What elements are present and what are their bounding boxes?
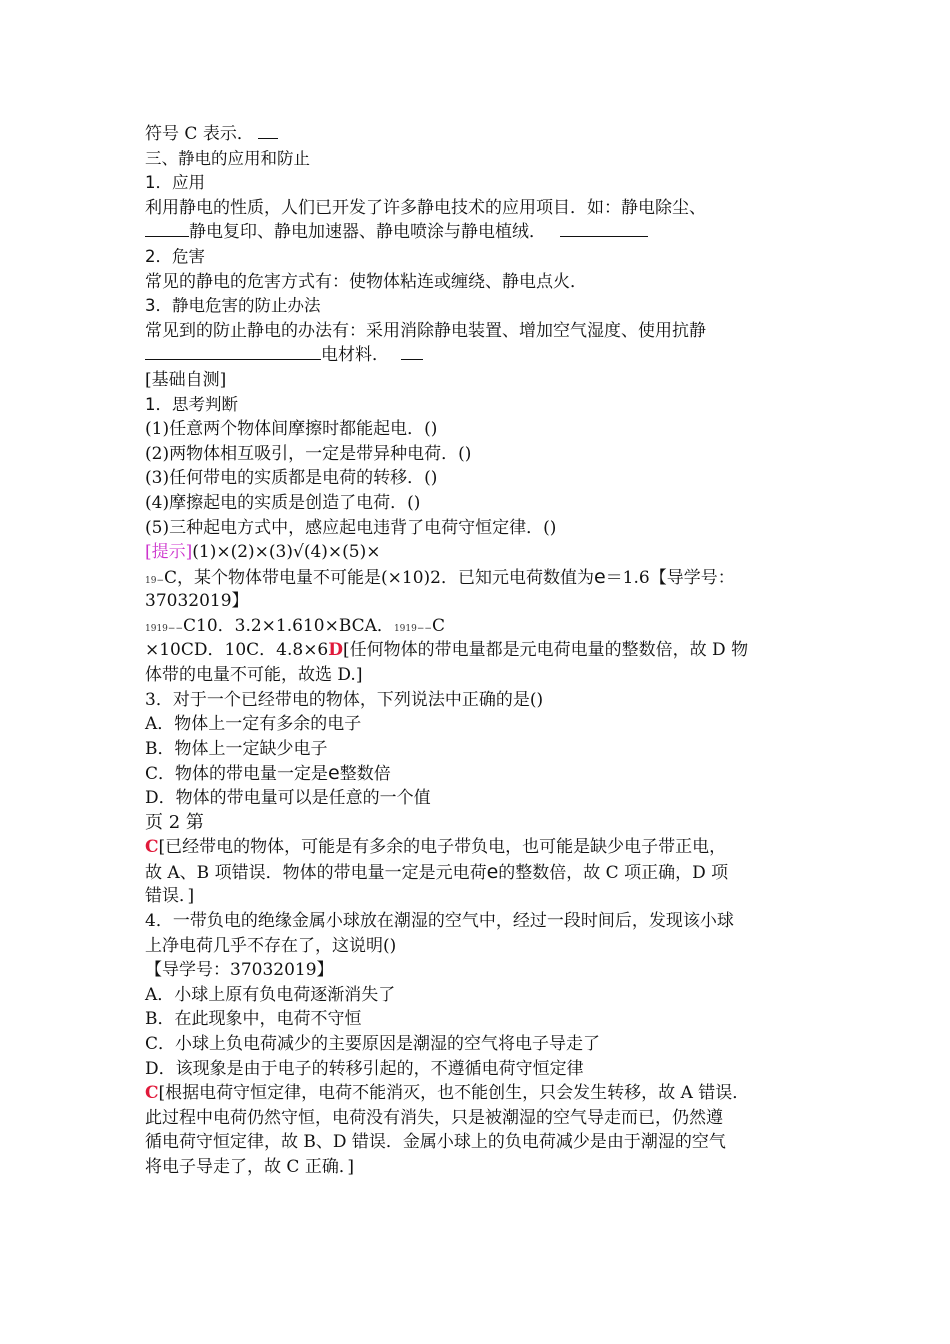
- fill-blank: [145, 220, 189, 237]
- symbol-e: e: [328, 762, 340, 785]
- text: 电材料．: [321, 345, 389, 366]
- text: 的整数倍，故 C 项正确，D 项: [498, 862, 729, 883]
- answer-letter: C: [145, 837, 159, 858]
- text: ＝1.6【导学号：: [605, 567, 735, 588]
- subsection-heading: 1．应用: [145, 173, 205, 193]
- question-item: (1)任意两个物体间摩擦时都能起电．(): [145, 419, 438, 440]
- text-line: [145, 343, 805, 368]
- option-a: A．物体上一定有多余的电子: [145, 714, 362, 735]
- hint-line: [145, 540, 805, 565]
- question-line: [145, 638, 805, 663]
- document-page: [145, 122, 805, 1180]
- text-line: 利用静电的性质，人们已开发了许多静电技术的应用项目．如：静电除尘、: [145, 197, 706, 218]
- question-line: 体带的电量不可能，故选 D.]: [145, 665, 363, 686]
- explanation-line: 此过程中电荷仍然守恒，电荷没有消失，只是被潮湿的空气导走而已，仍然遵: [145, 1107, 723, 1128]
- fill-blank: [145, 343, 321, 360]
- question-stem: 上净电荷几乎不存在了，这说明(): [145, 935, 397, 956]
- text: C: [431, 615, 445, 636]
- text: [根据电荷守恒定律，电荷不能消灭，也不能创生，只会发生转移，故 A 错误．: [158, 1083, 750, 1104]
- option-a: A．小球上原有负电荷逐渐消失了: [145, 984, 396, 1005]
- subsection-heading: 3．静电危害的防止办法: [145, 296, 321, 316]
- option-d: D．该现象是由于电子的转移引起的，不遵循电荷守恒定律: [145, 1058, 584, 1079]
- question-id: 【导学号：37032019】: [145, 960, 334, 981]
- subscript: 1919−−: [145, 623, 183, 634]
- explanation-line: [145, 835, 805, 860]
- text-line: 常见到的防止静电的办法有：采用消除静电装置、增加空气湿度、使用抗静: [145, 320, 706, 341]
- fill-blank: [560, 220, 648, 237]
- explanation-line: [145, 860, 805, 885]
- text: ×10CD．10C．4.8×6: [145, 640, 329, 661]
- text-line: [145, 122, 805, 147]
- option-b: B．物体上一定缺少电子: [145, 738, 328, 759]
- text: C10．3.2×1.610×BCA．: [183, 615, 394, 636]
- question-item: (5)三种起电方式中，感应起电违背了电荷守恒定律．(): [145, 517, 557, 538]
- section-label: [基础自测]: [145, 369, 227, 390]
- text: [任何物体的带电量都是元电荷电量的整数倍，故 D 物: [343, 640, 749, 661]
- subscript: 1919−−: [393, 623, 432, 634]
- explanation-line: 循电荷守恒定律，故 B、D 错误．金属小球上的负电荷减少是由于潮湿的空气: [145, 1132, 726, 1153]
- question-stem: 4．一带负电的绝缘金属小球放在潮湿的空气中，经过一段时间后，发现该小球: [145, 911, 734, 931]
- hint-answers: (1)×(2)×(3)√(4)×(5)×: [192, 542, 381, 563]
- symbol-e: e: [593, 565, 606, 588]
- text: 故 A、B 项错误．物体的带电量一定是元电荷: [145, 862, 487, 883]
- question-line: 37032019】: [145, 591, 249, 612]
- question-item: (2)两物体相互吸引，一定是带异种电荷．(): [145, 443, 472, 464]
- text: [已经带电的物体，可能是有多余的电子带负电，也可能是缺少电子带正电，: [158, 837, 727, 858]
- explanation-line: 将电子导走了，故 C 正确．]: [145, 1156, 354, 1177]
- fill-blank: [258, 122, 278, 139]
- option-c: [145, 761, 805, 786]
- answer-letter: D: [328, 640, 343, 661]
- subsection-heading: 2．危害: [145, 246, 205, 266]
- explanation-line: [145, 1081, 805, 1106]
- fill-blank: [401, 343, 423, 360]
- text-line: 常见的静电的危害方式有：使物体粘连或缠绕、静电点火．: [145, 271, 587, 292]
- text: 符号 C 表示．: [145, 124, 254, 144]
- question-item: (4)摩擦起电的实质是创造了电荷．(): [145, 492, 421, 513]
- option-b: B．在此现象中，电荷不守恒: [145, 1009, 362, 1030]
- hint-tag: [提示]: [145, 542, 193, 563]
- page-number: 页 2 第: [145, 811, 204, 833]
- question-item: (3)任何带电的实质都是电荷的转移．(): [145, 468, 438, 489]
- subsection-heading: 1．思考判断: [145, 394, 238, 414]
- explanation-line: 错误．]: [145, 886, 195, 907]
- text-line: [145, 220, 805, 245]
- option-d: D．物体的带电量可以是任意的一个值: [145, 788, 431, 809]
- symbol-e: e: [486, 860, 499, 883]
- question-stem: 3．对于一个已经带电的物体，下列说法中正确的是(): [145, 689, 544, 710]
- text: C，某个物体带电量不可能是(×10)2．已知元电荷数值为: [164, 567, 594, 588]
- text: C．物体的带电量一定是: [145, 764, 329, 785]
- subscript: 19−: [145, 575, 164, 586]
- text: 静电复印、静电加速器、静电喷涂与静电植绒．: [189, 222, 546, 243]
- question-line: [145, 614, 805, 639]
- section-heading: 三、静电的应用和防止: [145, 148, 310, 168]
- question-line: [145, 565, 805, 590]
- text: 整数倍: [339, 764, 391, 785]
- option-c: C．小球上负电荷减少的主要原因是潮湿的空气将电子导走了: [145, 1033, 601, 1054]
- answer-letter: C: [145, 1083, 159, 1104]
